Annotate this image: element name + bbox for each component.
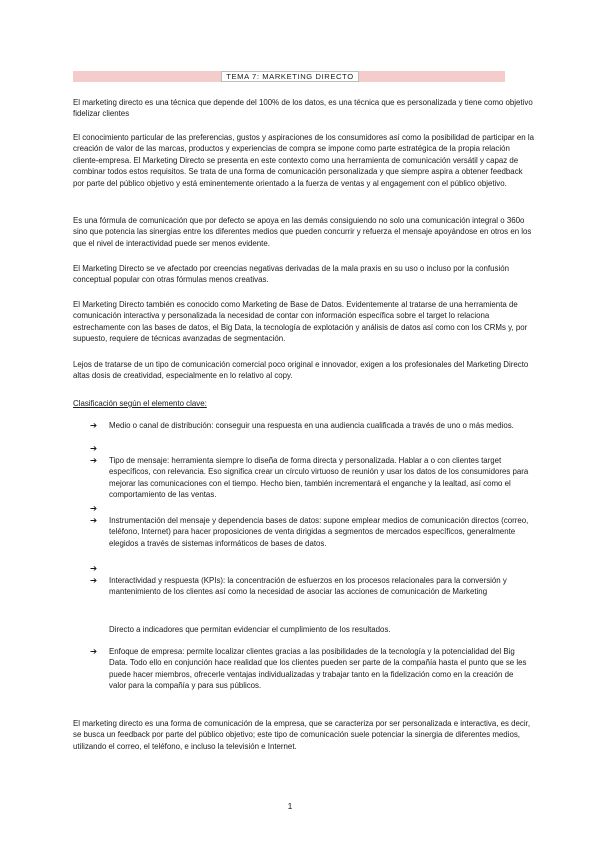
arrow-bullet-icon: ➔ (90, 455, 98, 465)
classification-subheading: Clasificación según el elemento clave: (73, 399, 207, 408)
arrow-bullet-icon: ➔ (90, 443, 98, 453)
arrow-bullet-icon: ➔ (90, 646, 98, 656)
page-title: TEMA 7: MARKETING DIRECTO (221, 71, 359, 82)
list-item-text: Medio o canal de distribución: conseguir una respuesta en una audiencia cualificada a través de uno o más medios. (109, 421, 514, 430)
paragraph-database-marketing: El Marketing Directo también es conocido como Marketing de Base de Datos. Evidentemente al tratarse de una herramienta de comunicación interactiva y personalizada la necesidad de contar con información específica sobre el target lo relaciona estrechamente con las bases de datos, el Big Data, la tecnología de explotación y análisis de datos así como con los CRMs y, por supuesto, requiere de técnicas avanzadas de segmentación. (73, 300, 528, 344)
paragraph-intro: El marketing directo es una técnica que depende del 100% de los datos, es una técnica que es personalizada y tiene como objetivo fidelizar clientes (73, 98, 533, 119)
paragraph-negative-beliefs: El Marketing Directo se ve afectado por creencias negativas derivadas de la mala praxis en su uso o incluso por la confusión conceptual popular con otras fórmulas menos creativas. (73, 264, 509, 285)
list-item-text: Tipo de mensaje: herramienta siempre lo diseña de forma directa y personalizada. Hablar a o con clientes target específicos, con relevancia. Eso significa crear un círculo virtuoso de reunión y usar los datos de los consumidores para mejorar las comunicaciones con el tiempo. Hecho bien, también incrementará el enganche y la lealtad, así como el comportamiento de las ventas. (109, 456, 529, 500)
page-number: 1 (287, 801, 293, 811)
paragraph-communication-formula: Es una fórmula de comunicación que por defecto se apoya en las demás consiguiendo no solo una comunicación integral o 360o sino que potencia las sinergias entre los diferentes medios que pueden concurrir y refuerza el mensaje apoyándose en otros en los que el nivel de interactividad puede ser menos evidente. (73, 216, 532, 248)
paragraph-creativity: Lejos de tratarse de un tipo de comunicación comercial poco original e innovador, exigen a los profesionales del Marketing Directo altas dosis de creatividad, especialmente en lo relativo al copy. (73, 360, 529, 381)
list-item-text: Enfoque de empresa: permite localizar clientes gracias a las posibilidades de la tecnología y la potencialidad del Big Data. Todo ello en conjunción hace realidad que los clientes pueden ser parte de la compañía hasta el punto que se les puede hacer miembros, ofrecerle ventajas individualizadas y trabajar tanto en la fidelización como en la creación de valor para la compañía y para sus públicos. (109, 647, 527, 691)
arrow-bullet-icon: ➔ (90, 420, 98, 430)
indented-note: Directo a indicadores que permitan evidenciar el cumplimiento de los resultados. (109, 625, 391, 634)
list-item-text: Interactividad y respuesta (KPIs): la concentración de esfuerzos en los procesos relacionales para la conversión y mantenimiento de los clientes así como la necesidad de asociar las acciones de comunicación de Marketing (109, 576, 507, 597)
arrow-bullet-icon: ➔ (90, 515, 98, 525)
paragraph-consumer-knowledge: El conocimiento particular de las preferencias, gustos y aspiraciones de los consumidores así como la posibilidad de participar en la creación de valor de las marcas, productos y experiencias de compra se impone como parte estratégica de la propia relación cliente-empresa. El Marketing Directo se presenta en este contexto como una herramienta de comunicación versátil y capaz de combinar todos estos requisitos. Se trata de una forma de comunicación personalizada y que siempre aspira a obtener feedback por parte del público objetivo y está eminentemente orientado a la fuerza de ventas y al engagement con el público objetivo. (73, 133, 534, 188)
title-highlight-bar (73, 71, 505, 82)
list-item-text: Instrumentación del mensaje y dependencia bases de datos: supone emplear medios de comunicación directos (correo, teléfono, Internet) para hacer proposiciones de venta dirigidas a segmentos de mercados específicos, generalmente elegidos a través de sistemas informáticos de bases de datos. (109, 516, 529, 548)
paragraph-closing: El marketing directo es una forma de comunicación de la empresa, que se caracteriza por ser personalizada e interactiva, es decir, se busca un feedback por parte del público objetivo; este tipo de comunicación suele potenciar la sinergia de diferentes medios, utilizando el correo, el teléfono, e incluso la televisión e Internet. (73, 719, 531, 751)
arrow-bullet-icon: ➔ (90, 503, 98, 513)
arrow-bullet-icon: ➔ (90, 575, 98, 585)
arrow-bullet-icon: ➔ (90, 563, 98, 573)
